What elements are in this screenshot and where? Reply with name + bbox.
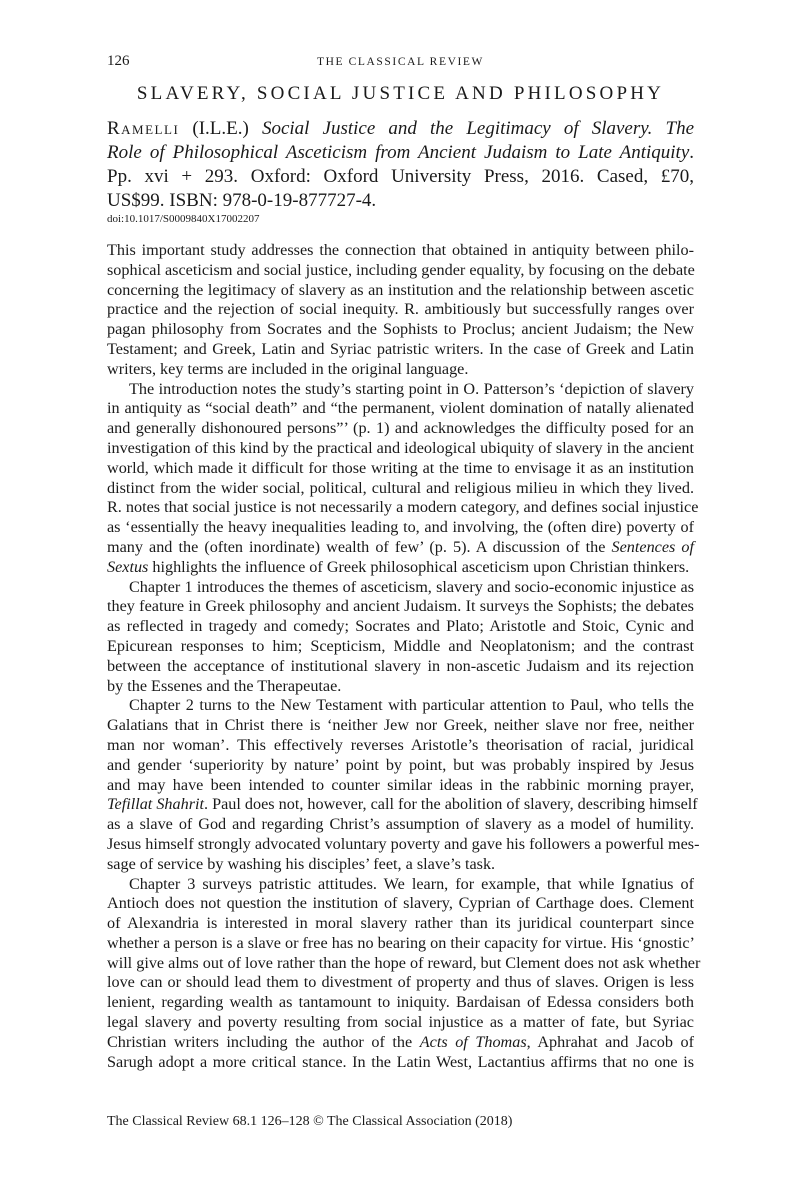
text-line: Epicurean responses to him; Scepticism, Middle and Neoplatonism; and the contrast xyxy=(107,636,694,655)
book-title-cont: Role of Philosophical Asceticism from Ancient Judaism to Late Antiquity xyxy=(107,142,690,163)
text-line xyxy=(107,795,698,815)
text-segment: , Aphrahat and Jacob of xyxy=(526,1032,694,1051)
text-line: world, which made it difficult for those writing at the time to envisage it as an institution xyxy=(107,458,694,477)
text-line: Sarugh adopt a more critical stance. In the Latin West, Lactantius affirms that no one is xyxy=(107,1052,694,1071)
italic-title: Sextus xyxy=(107,557,149,576)
review-body xyxy=(107,241,701,1072)
text-line: This important study addresses the connection that obtained in antiquity between philo- xyxy=(107,241,694,259)
text-line: concerning the legitimacy of slavery as an institution and the relationship between ascetic xyxy=(107,280,694,299)
text-segment: . Paul does not, however, call for the abolition of slavery, describing himself xyxy=(204,795,698,814)
publication-details: Pp. xvi + 293. Oxford: Oxford University Press, 2016. Cased, £70, xyxy=(107,166,694,187)
text-line: Chapter 2 turns to the New Testament with particular attention to Paul, who tells the xyxy=(129,696,694,715)
text-line xyxy=(107,538,694,558)
author-name: Ramelli xyxy=(107,118,180,139)
text-line: between the acceptance of institutional slavery in non-ascetic Judaism and its rejection xyxy=(107,656,694,675)
text-line: lenient, regarding wealth as tantamount to iniquity. Bardaisan of Edessa considers both xyxy=(107,993,694,1012)
text-line: in antiquity as “social death” and “the permanent, violent domination of natally alienated xyxy=(107,399,694,418)
text-line: will give alms out of love rather than the hope of reward, but Clement does not ask whether xyxy=(107,953,701,972)
text-line: distinct from the wider social, political, cultural and religious milieu in which they lived. xyxy=(107,478,694,497)
text-line: Galatians that in Christ there is ‘neither Jew nor Greek, neither slave nor free, neither xyxy=(107,716,694,735)
italic-title: Sentences of xyxy=(611,537,694,556)
text-line: Testament; and Greek, Latin and Syriac patristic writers. In the case of Greek and Latin xyxy=(107,339,694,358)
text-line xyxy=(107,1033,694,1053)
text-line: The introduction notes the study’s starting point in O. Patterson’s ‘depiction of slavery xyxy=(129,379,694,398)
text-line: Antioch does not question the institution of slavery, Cyprian of Carthage does. Clement xyxy=(107,894,694,913)
italic-title: Acts of Thomas xyxy=(419,1032,527,1051)
text-line: they feature in Greek philosophy and ancient Judaism. It surveys the Sophists; the debates xyxy=(107,597,694,616)
text-line: man nor woman’. This effectively reverses Aristotle’s theorisation of racial, juridical xyxy=(107,735,694,754)
text-line: love can or should lead them to divestment of property and thus of slaves. Origen is less xyxy=(107,973,694,992)
text-line: and may have been intended to counter similar ideas in the rabbinic morning prayer, xyxy=(107,775,694,794)
book-title: Social Justice and the Legitimacy of Slavery. The xyxy=(261,118,695,139)
text-line: Chapter 1 introduces the themes of asceticism, slavery and socio-economic injustice as xyxy=(129,577,694,596)
footer-citation: The Classical Review 68.1 126–128 © The Classical Association (2018) xyxy=(107,1114,513,1129)
citation-line xyxy=(107,141,694,165)
page-number: 126 xyxy=(107,53,130,69)
text-line: and generally dishonoured persons”’ (p. 1) and acknowledges the difficulty posed for an xyxy=(107,419,694,438)
text-line: and gender ‘superiority by nature’ point by point, but was probably inspired by Jesus xyxy=(107,755,694,774)
text-line: of Alexandria is interested in moral slavery rather than its juridical counterpart since xyxy=(107,914,694,933)
text-line: Jesus himself strongly advocated voluntary poverty and gave his followers a powerful mes- xyxy=(107,834,700,853)
citation xyxy=(107,117,694,213)
text-line: sage of service by washing his disciples’ feet, a slave’s task. xyxy=(107,854,496,873)
text-line: whether a person is a slave or free has no bearing on their capacity for virtue. His ‘gnostic’ xyxy=(107,933,695,952)
text-line xyxy=(107,558,694,578)
publication-details: US$99. ISBN: 978-0-19-877727-4. xyxy=(107,190,377,211)
text-line: by the Essenes and the Therapeutae. xyxy=(107,676,342,695)
text-segment: Christian writers including the author of the xyxy=(107,1032,420,1051)
text-line: writers, key terms are included in the original language. xyxy=(107,359,469,378)
text-segment: highlights the influence of Greek philosophical asceticism upon Christian thinkers. xyxy=(148,557,690,576)
text-line: investigation of this kind by the practical and ideological ubiquity of slavery in the ancient xyxy=(107,438,694,457)
punct: . xyxy=(689,142,694,163)
text-line: as ‘essentially the heavy inequalities leading to, and involving, the (often dire) poverty of xyxy=(107,518,694,537)
text-line: R. notes that social justice is not necessarily a modern category, and defines social injustice xyxy=(107,498,699,517)
text-line: legal slavery and poverty resulting from social injustice as a matter of fate, but Syriac xyxy=(107,1013,694,1032)
text-line: pagan philosophy from Socrates and the Sophists to Proclus; ancient Judaism; the New xyxy=(107,320,694,339)
italic-title: Tefillat Shahrit xyxy=(107,795,204,814)
text-line: Chapter 3 surveys patristic attitudes. We learn, for example, that while Ignatius of xyxy=(129,874,694,893)
running-head: THE CLASSICAL REVIEW xyxy=(316,56,484,68)
citation-line xyxy=(107,117,694,141)
text-line: practice and the rejection of social inequity. R. ambitiously but successfully ranges over xyxy=(107,300,694,319)
text-line: as reflected in tragedy and comedy; Socrates and Plato; Aristotle and Stoic, Cynic and xyxy=(107,617,694,636)
section-title: SLAVERY, SOCIAL JUSTICE AND PHILOSOPHY xyxy=(136,83,665,104)
doi: doi:10.1017/S0009840X17002207 xyxy=(107,213,260,225)
author-initials: (I.L.E.) xyxy=(192,118,249,139)
text-line: sophical asceticism and social justice, including gender equality, by focusing on the debate xyxy=(107,260,695,279)
text-segment: many and the (often inordinate) wealth of few’ (p. 5). A discussion of the xyxy=(107,537,612,556)
text-line: as a slave of God and regarding Christ’s assumption of slavery as a model of humility. xyxy=(107,815,694,834)
